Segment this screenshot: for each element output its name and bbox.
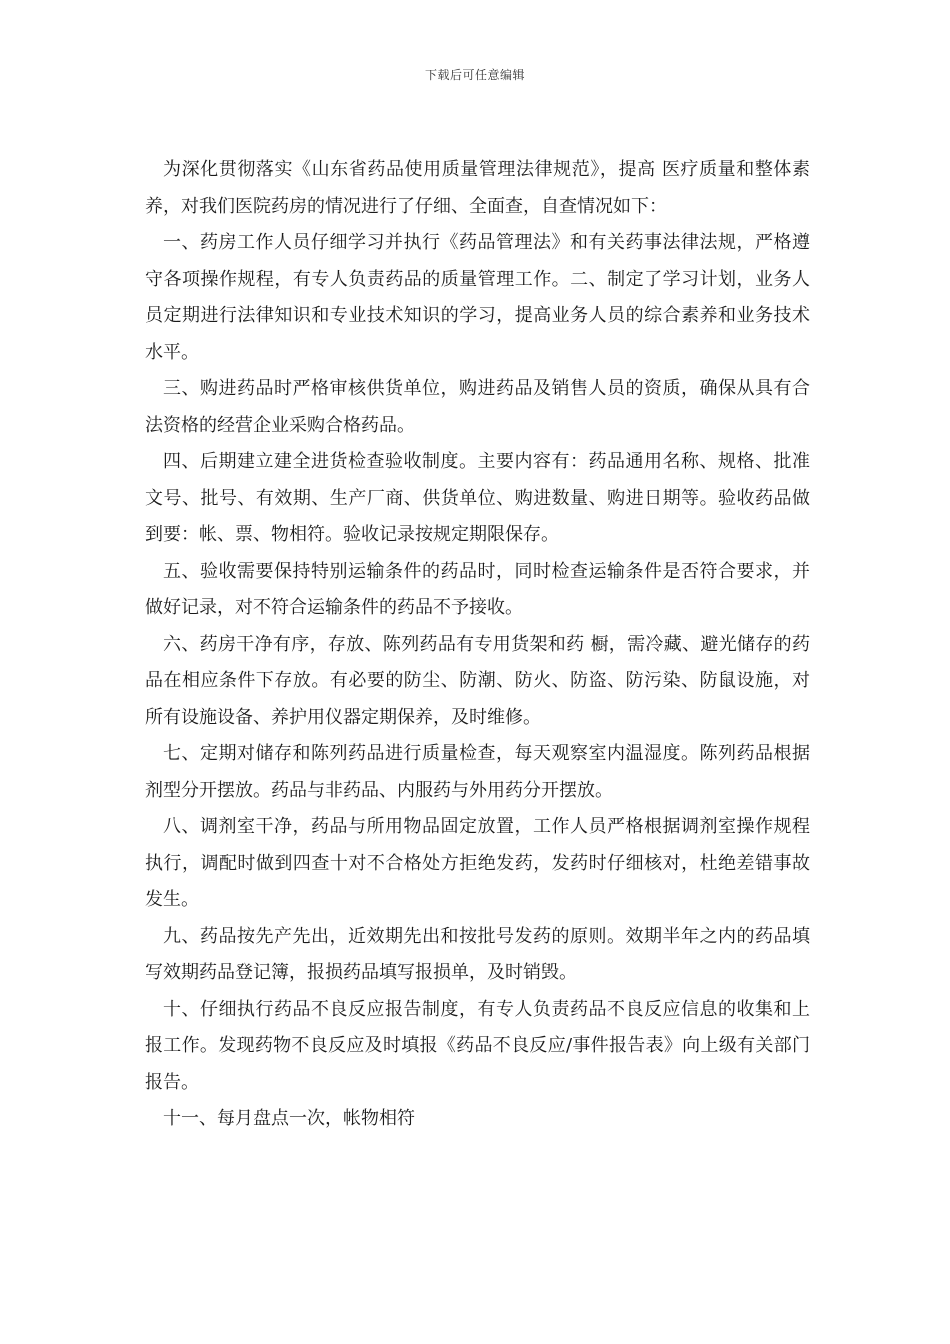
paragraph-item-6: 六、药房干净有序，存放、陈列药品有专用货架和药 橱，需冷藏、避光储存的药品在相应条件下存放。有必要的防尘、防潮、防火、防盗、防污染、防鼠设施，对所有设施设备、养护用仪器定期保养，及时维修。 <box>145 633 810 728</box>
paragraph-item-9: 九、药品按先产先出，近效期先出和按批号发药的原则。效期半年之内的药品填写效期药品登记簿，报损药品填写报损单，及时销毁。 <box>145 925 810 983</box>
document-body <box>145 152 810 1138</box>
paragraph-item-8: 八、调剂室干净，药品与所用物品固定放置，工作人员严格根据调剂室操作规程执行，调配时做到四查十对不合格处方拒绝发药，发药时仔细核对，杜绝差错事故发生。 <box>145 816 810 910</box>
paragraph-item-5: 五、验收需要保持特别运输条件的药品时，同时检查运输条件是否符合要求，并做好记录，对不符合运输条件的药品不予接收。 <box>145 560 810 618</box>
paragraph-item-7: 七、定期对储存和陈列药品进行质量检查，每天观察室内温湿度。陈列药品根据剂型分开摆放。药品与非药品、内服药与外用药分开摆放。 <box>145 743 810 801</box>
paragraph-intro: 为深化贯彻落实《山东省药品使用质量管理法律规范》，提高 医疗质量和整体素养，对我们医院药房的情况进行了仔细、全面查，自查情况如下： <box>145 159 810 217</box>
paragraph-item-10: 十、仔细执行药品不良反应报告制度，有专人负责药品不良反应信息的收集和上报工作。发现药物不良反应及时填报《药品不良反应/事件报告表》向上级有关部门报告。 <box>145 998 810 1093</box>
paragraph-item-1: 一、药房工作人员仔细学习并执行《药品管理法》和有关药事法律法规，严格遵守各项操作规程，有专人负责药品的质量管理工作。二、制定了学习计划，业务人员定期进行法律知识和专业技术知识的学习，提高业务人员的综合素养和业务技术水平。 <box>145 232 810 363</box>
paragraph-item-3: 三、购进药品时严格审核供货单位，购进药品及销售人员的资质，确保从具有合法资格的经营企业采购合格药品。 <box>145 378 810 436</box>
page-header-note: 下载后可任意编辑 <box>424 68 525 82</box>
paragraph-item-11: 十一、每月盘点一次，帐物相符 <box>163 1108 415 1129</box>
paragraph-item-4: 四、后期建立建全进货检查验收制度。主要内容有：药品通用名称、规格、批准文号、批号、有效期、生产厂商、供货单位、购进数量、购进日期等。验收药品做到要：帐、票、物相符。验收记录按规定期限保存。 <box>145 451 810 545</box>
